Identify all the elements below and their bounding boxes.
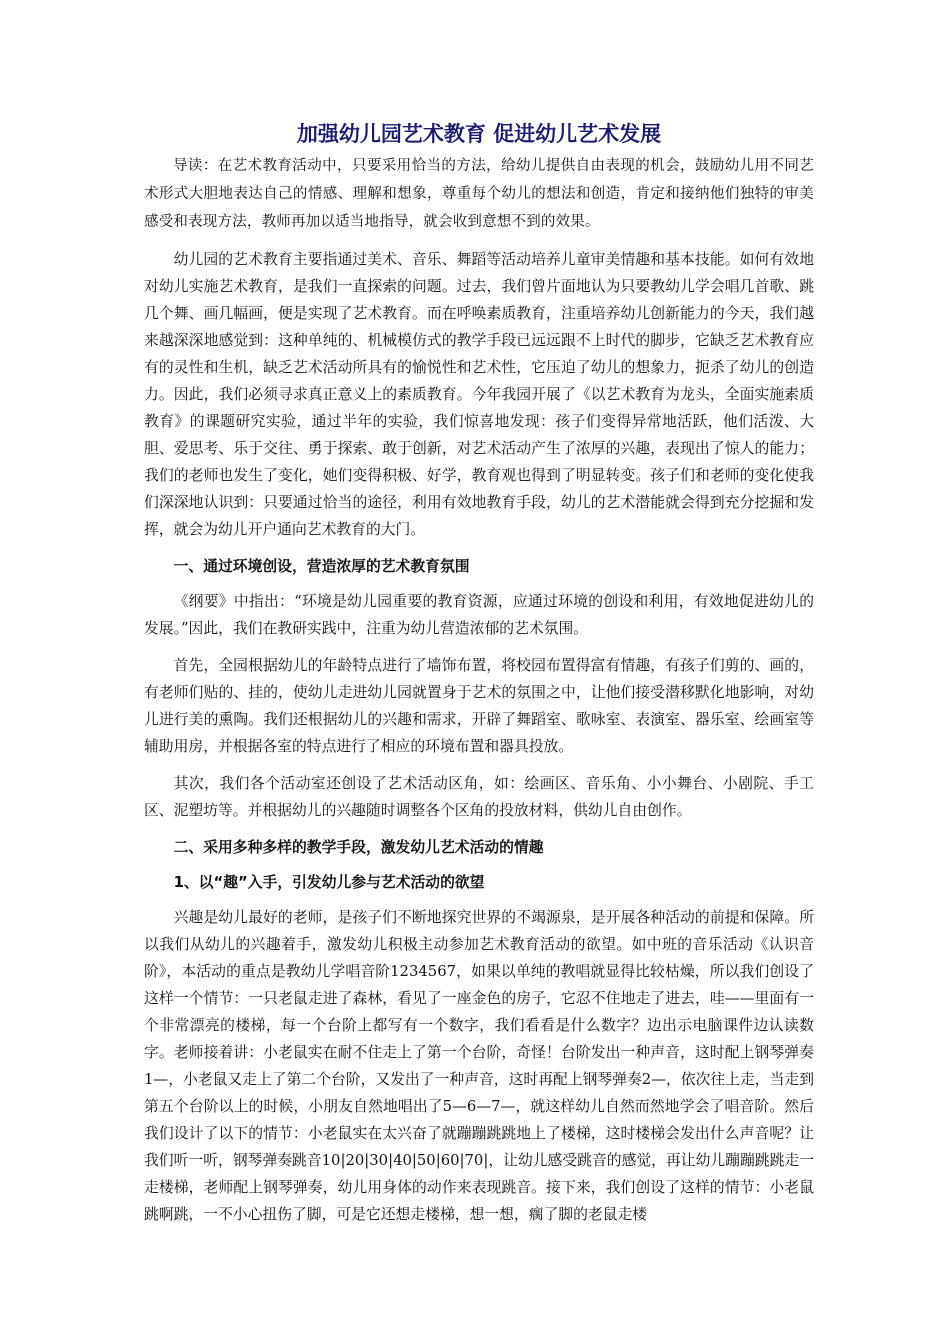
body-paragraph-2: 《纲要》中指出：“环境是幼儿园重要的教育资源，应通过环境的创设和利用，有效地促进幼儿的发展。”因此，我们在教研实践中，注重为幼儿营造浓郁的艺术氛围。 bbox=[144, 593, 814, 637]
body-paragraph-5: 兴趣是幼儿最好的老师，是孩子们不断地探究世界的不竭源泉，是开展各种活动的前提和保障。所以我们从幼儿的兴趣着手，激发幼儿积极主动参加艺术教育活动的欲望。如中班的音乐活动《认识音阶》，本活动的重点是教幼儿学唱音阶1234567，如果以单纯的教唱就显得比较枯燥，所以我们创设了这样一个情节：一只老鼠走进了森林，看见了一座金色的房子，它忍不住地走了进去，哇——里面有一个非常漂亮的楼梯，每一个台阶上都写有一个数字，我们看看是什么数字？边出示电脑课件边认读数字。老师接着讲：小老鼠实在耐不住走上了第一个台阶，奇怪！台阶发出一种声音，这时配上钢琴弹奏1—，小老鼠又走上了第二个台阶，又发出了一种声音，这时再配上钢琴弹奏2—，依次往上走，当走到第五个台阶以上的时候，小朋友自然地唱出了5—6—7—，就这样幼儿自然而然地学会了唱音阶。然后我们设计了以下的情节：小老鼠实在太兴奋了就蹦蹦跳跳地上了楼梯，这时楼梯会发出什么声音呢？让我们听一听，钢琴弹奏跳音10|20|30|40|50|60|70|，让幼儿感受跳音的感觉，再让幼儿蹦蹦跳跳走一走楼梯，老师配上钢琴弹奏，幼儿用身体的动作来表现跳音。接下来，我们创设了这样的情节：小老鼠跳啊跳，一不小心扭伤了脚，可是它还想走楼梯，想一想，瘸了脚的老鼠走楼 bbox=[144, 909, 814, 1223]
intro-paragraph: 导读：在艺术教育活动中，只要采用恰当的方法，给幼儿提供自由表现的机会，鼓励幼儿用不同艺术形式大胆地表达自己的情感、理解和想象，尊重每个幼儿的想法和创造，肯定和接纳他们独特的审美感受和表现方法，教师再加以适当地指导，就会收到意想不到的效果。 bbox=[144, 158, 814, 230]
body-paragraph-1: 幼儿园的艺术教育主要指通过美术、音乐、舞蹈等活动培养儿童审美情趣和基本技能。如何有效地对幼儿实施艺术教育，是我们一直探索的问题。过去，我们曾片面地认为只要教幼儿学会唱几首歌、跳几个舞、画几幅画，便是实现了艺术教育。而在呼唤素质教育，注重培养幼儿创新能力的今天，我们越来越深深地感觉到：这种单纯的、机械模仿式的教学手段已远远跟不上时代的脚步，它缺乏艺术教育应有的灵性和生机，缺乏艺术活动所具有的愉悦性和艺术性，它压迫了幼儿的想象力，扼杀了幼儿的创造力。因此，我们必须寻求真正意义上的素质教育。今年我园开展了《以艺术教育为龙头，全面实施素质教育》的课题研究实验，通过半年的实验，我们惊喜地发现：孩子们变得异常地活跃，他们活泼、大胆、爱思考、乐于交往、勇于探索、敢于创新，对艺术活动产生了浓厚的兴趣，表现出了惊人的能力；我们的老师也发生了变化，她们变得积极、好学，教育观也得到了明显转变。孩子们和老师的变化使我们深深地认识到：只要通过恰当的途径，利用有效地教育手段，幼儿的艺术潜能就会得到充分挖掘和发挥，就会为幼儿开户通向艺术教育的大门。 bbox=[144, 251, 814, 538]
body-paragraph-3: 首先，全园根据幼儿的年龄特点进行了墙饰布置，将校园布置得富有情趣，有孩子们剪的、画的，有老师们贴的、挂的，使幼儿走进幼儿园就置身于艺术的氛围之中，让他们接受潜移默化地影响，对幼儿进行美的熏陶。我们还根据幼儿的兴趣和需求，开辟了舞蹈室、歌咏室、表演室、器乐室、绘画室等辅助用房，并根据各室的特点进行了相应的环境布置和器具投放。 bbox=[144, 657, 814, 755]
body-paragraph-4: 其次，我们各个活动室还创设了艺术活动区角，如：绘画区、音乐角、小小舞台、小剧院、手工区、泥塑坊等。并根据幼儿的兴趣随时调整各个区角的投放材料，供幼儿自由创作。 bbox=[144, 775, 814, 819]
document-title: 加强幼儿园艺术教育 促进幼儿艺术发展 bbox=[296, 122, 662, 146]
subsection-heading-1: 1、以“趣”入手，引发幼儿参与艺术活动的欲望 bbox=[173, 874, 485, 891]
section-heading-1: 一、通过环境创设，营造浓厚的艺术教育氛围 bbox=[173, 558, 470, 575]
document-page bbox=[144, 118, 814, 1238]
section-heading-2: 二、采用多种多样的教学手段，激发幼儿艺术活动的情趣 bbox=[173, 839, 544, 856]
